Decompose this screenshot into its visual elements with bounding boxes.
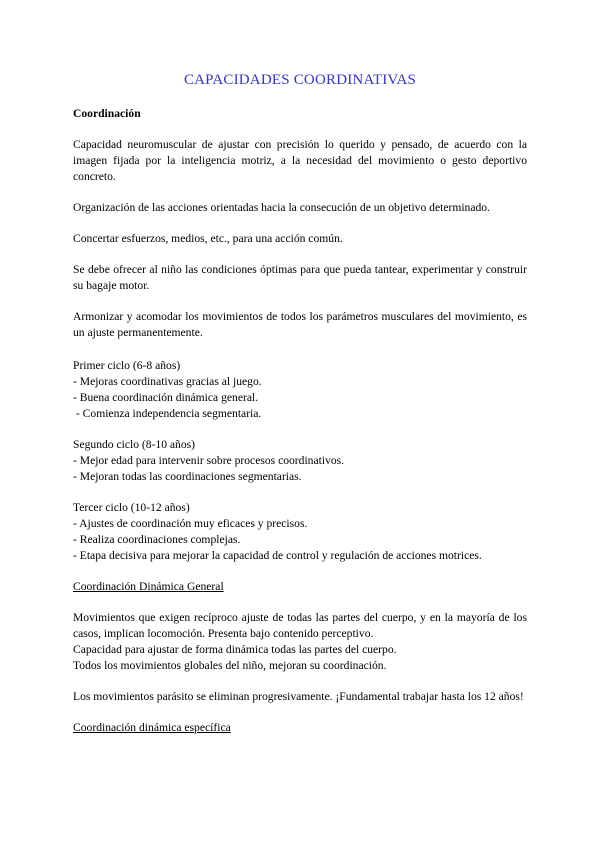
paragraph-armonizar: Armonizar y acomodar los movimientos de todos los parámetros musculares del movimiento, es un ajuste permanentemente. [73,310,527,339]
cycle-item: - Mejoras coordinativas gracias al juego. [73,375,262,388]
cycle-block-primer [73,358,527,422]
general-line: Todos los movimientos globales del niño, mejoran su coordinación. [73,659,387,672]
paragraph-ofrecer: Se debe ofrecer al niño las condiciones óptimas para que pueda tantear, experimentar y construir su bagaje motor. [73,263,527,292]
paragraph-parasito: Los movimientos parásito se eliminan progresivamente. ¡Fundamental trabajar hasta los 12 años! [73,690,524,703]
section-heading-especifica: Coordinación dinámica específica [73,721,231,734]
general-line: Movimientos que exigen recíproco ajuste de todas las partes del cuerpo, y en la mayoría de los casos, implican locomoción. Presenta bajo contenido perceptivo. [73,611,527,640]
paragraph-organizacion: Organización de las acciones orientadas hacia la consecución de un objetivo determinado. [73,201,490,214]
general-line: Capacidad para ajustar de forma dinámica todas las partes del cuerpo. [73,643,397,656]
cycle-item: - Mejoran todas las coordinaciones segmentarias. [73,470,302,483]
general-description [73,610,527,674]
cycle-block-tercer [73,500,527,564]
cycle-title: Segundo ciclo (8-10 años) [73,438,196,451]
paragraph-definition: Capacidad neuromuscular de ajustar con precisión lo querido y pensado, de acuerdo con la imagen fijada por la inteligencia motriz, a la necesidad del movimiento o gesto deportivo concreto. [73,138,527,183]
cycle-item: - Ajustes de coordinación muy eficaces y precisos. [73,517,308,530]
cycle-item: - Mejor edad para intervenir sobre procesos coordinativos. [73,454,345,467]
cycle-title: Tercer ciclo (10-12 años) [73,501,190,514]
document-title: CAPACIDADES COORDINATIVAS [183,72,417,88]
cycle-item: - Realiza coordinaciones complejas. [73,533,241,546]
cycle-item: - Etapa decisiva para mejorar la capacidad de control y regulación de acciones motrices. [73,549,482,562]
section-heading-general: Coordinación Dinámica General [73,580,224,593]
paragraph-concertar: Concertar esfuerzos, medios, etc., para una acción común. [73,232,343,245]
document-body [73,106,527,736]
cycle-item: - Comienza independencia segmentaria. [73,407,262,420]
cycle-item: - Buena coordinación dinámica general. [73,391,259,404]
cycle-title: Primer ciclo (6-8 años) [73,359,181,372]
section-heading-coordinacion: Coordinación [73,107,141,120]
cycle-block-segundo [73,437,527,485]
